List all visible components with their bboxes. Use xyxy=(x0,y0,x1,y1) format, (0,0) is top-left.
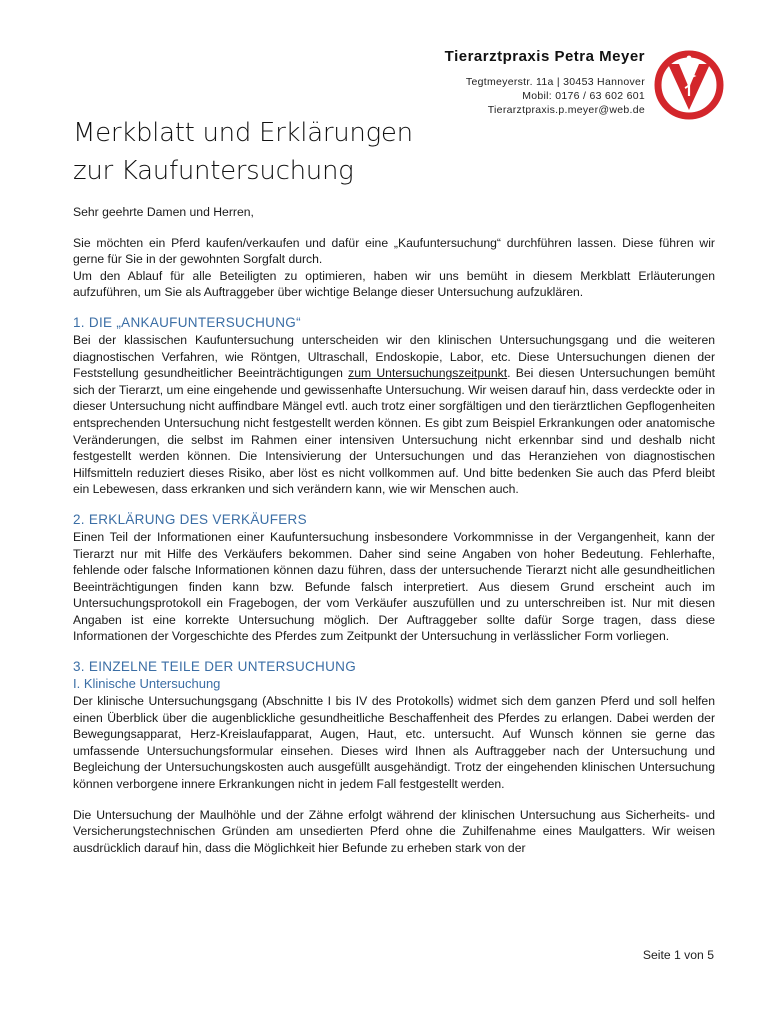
section-2-heading: 2. ERKLÄRUNG DES VERKÄUFERS xyxy=(73,511,307,527)
caduceus-v-logo-icon xyxy=(654,50,724,120)
section-3-heading: 3. EINZELNE TEILE DER UNTERSUCHUNG xyxy=(73,659,357,675)
title-line-1: Merkblatt und Erklärungen xyxy=(73,118,413,148)
section-2-text: Einen Teil der Informationen einer Kaufuntersuchung insbesondere Vorkommnisse in der Vergangenheit, kann der Tierarzt nur mit Hilfe des Verkäufers bekommen. Daher sind seine Angaben von hoher Bedeutung. Fehlerhafte, fehlende oder falsche Informationen können dazu führen, dass der untersuchende Tierarzt nicht alle gesundheitlichen Beeinträchtigungen finden kann bzw. Befunde falsch interpretiert. Aus diesem Grund erscheint auch im Untersuchungsprotokoll ein Fragebogen, der vom Verkäufer auszufüllen und zu unterschreiben ist. Nur mit diesen Angaben ist eine korrekte Untersuchung möglich. Der Auftraggeber sollte dafür Sorge tragen, dass diese Informationen der Vorgeschichte des Pferdes zum Zeitpunkt der Untersuchung in verlässlicher Form vorliegen. xyxy=(73,529,715,644)
section-1-text-part-a: Bei der klassischen Kaufuntersuchung unterscheiden wir den klinischen Untersuchungsgang und die weiteren diagnostischen Verfahren, wie Röntgen, Ultraschall, Endoskopie, Labor, etc. Diese Untersuchungen dienen der Feststellung gesundheitlicher Beeinträchtigungen xyxy=(73,332,715,381)
title-line-2: zur Kaufuntersuchung xyxy=(73,156,354,186)
section-1-text xyxy=(73,332,715,498)
section-3-text-2: Die Untersuchung der Maulhöhle und der Zähne erfolgt während der klinischen Untersuchung aus Sicherheits- und Versicherungstechnischen Gründen am unsedierten Pferd ohne die Zuhilfenahme eines Maulgatters. Wir weisen ausdrücklich darauf hin, dass die Möglichkeit hier Befunde zu erheben stark von der xyxy=(73,807,715,855)
section-1-heading: 1. DIE „ANKAUFUNTERSUCHUNG“ xyxy=(73,314,301,330)
page-number: Seite 1 von 5 xyxy=(642,948,714,962)
document-body xyxy=(73,204,715,856)
section-3-subheading: I. Klinische Untersuchung xyxy=(73,676,221,692)
email-line: Tierarztpraxis.p.meyer@web.de xyxy=(487,104,645,116)
intro-paragraph-2: Um den Ablauf für alle Beteiligten zu optimieren, haben wir uns bemüht in diesem Merkblatt Erläuterungen aufzuführen, um Sie als Auftraggeber über wichtige Belange dieser Untersuchung aufzuklären. xyxy=(73,268,715,300)
underlined-phrase: zum Untersuchungszeitpunkt xyxy=(348,366,508,381)
greeting: Sehr geehrte Damen und Herren, xyxy=(73,205,254,219)
letterhead xyxy=(445,48,645,117)
section-3-text-1: Der klinische Untersuchungsgang (Abschnitte I bis IV des Protokolls) widmet sich dem ganzen Pferd und soll helfen einen Überblick über die augenblickliche gesundheitliche Beschaffenheit des Pferdes zu erlangen. Dabei werden der Bewegungsapparat, Herz-Kreislaufapparat, Augen, Haut, etc. untersucht. Auf Wunsch können sie gerne das umfassende Untersuchungsformular einsehen. Dieses wird Ihnen als Auftraggeber nach der Untersuchung und Begleichung der Untersuchungskosten auch ausgefüllt ausgehändigt. Trotz der eingehenden klinischen Untersuchung können verborgene innere Erkrankungen nicht in jedem Fall festgestellt werden. xyxy=(73,694,715,792)
document-title xyxy=(73,114,413,190)
section-1-text-part-b: . Bei diesen Untersuchungen bemüht sich der Tierarzt, um eine eingehende und gewissenhafte Untersuchung. Wir weisen darauf hin, dass verdeckte oder in dieser Untersuchung nicht auffindbare Mängel evtl. auch trotz einer sorgfältigen und den tierärztlichen Gepflogenheiten entsprechenden Untersuchung nicht festgestellt werden können. Es gibt zum Beispiel Erkrankungen oder anatomische Veränderungen, die selbst im Rahmen einer intensiven Untersuchung nicht erkennbar sind und deshalb nicht festgestellt werden können. Die Intensivierung der Untersuchungen und das Heranziehen von diagnostischen Hilfsmitteln reduziert dieses Risiko, aber löst es nicht vollkommen auf. Und bitte bedenken Sie auch das Pferd bleibt ein Lebewesen, dass erkranken und sich verändern kann, wie wir Menschen auch. xyxy=(73,366,715,497)
intro-paragraph-1: Sie möchten ein Pferd kaufen/verkaufen und dafür eine „Kaufuntersuchung“ durchführen lassen. Diese führen wir gerne für Sie in der gewohnten Sorgfalt durch. xyxy=(73,235,715,267)
mobile-line: Mobil: 0176 / 63 602 601 xyxy=(522,90,645,102)
practice-name: Tierarztpraxis Petra Meyer xyxy=(444,48,645,65)
address-line: Tegtmeyerstr. 11a | 30453 Hannover xyxy=(465,76,645,88)
